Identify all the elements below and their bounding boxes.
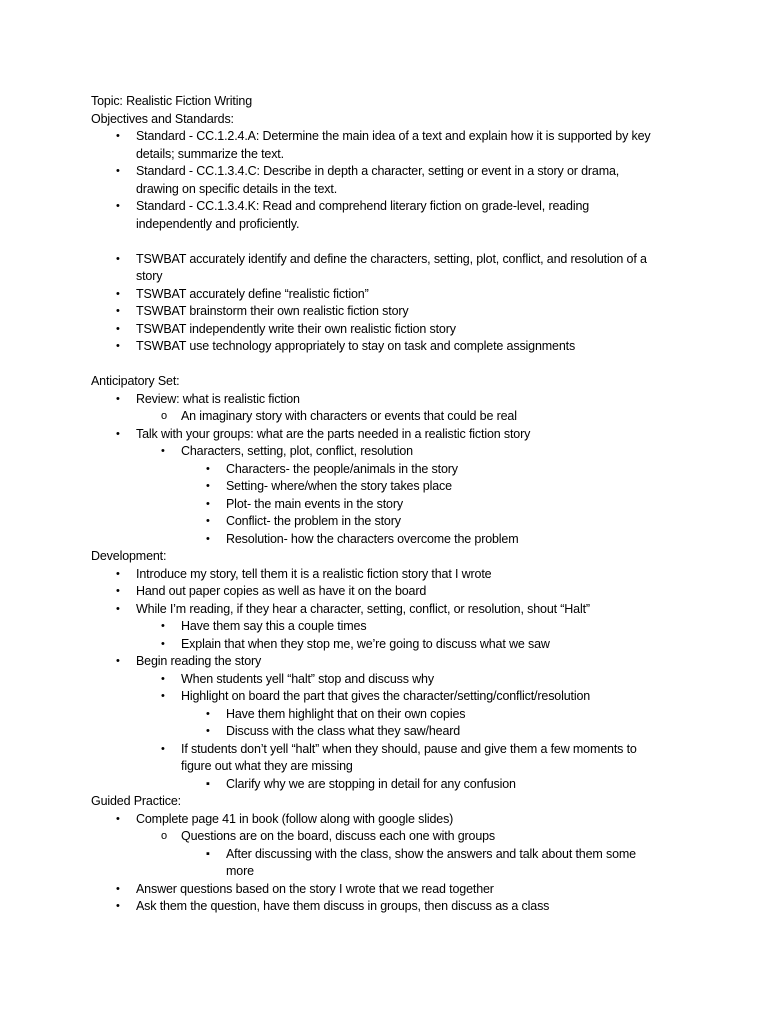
bullet-icon: • — [116, 287, 120, 300]
objective-line: TSWBAT use technology appropriately to stay on task and complete assignments — [136, 339, 576, 353]
objective-line: TSWBAT accurately define “realistic fiction” — [136, 286, 369, 301]
list-item — [91, 338, 691, 356]
list-item — [91, 583, 691, 601]
development-sub-sub-text: Discuss with the class what they saw/heard — [226, 724, 461, 738]
bullet-icon: • — [116, 165, 120, 177]
bullet-icon: • — [116, 200, 120, 212]
list-item — [91, 496, 691, 514]
bullet-icon: • — [206, 497, 210, 510]
bullet-icon: • — [161, 620, 165, 632]
development-sub-text: Have them say this a couple times — [181, 619, 367, 633]
bullet-icon: • — [161, 690, 165, 702]
list-item — [91, 478, 691, 496]
development-sub-sub-text: Have them highlight that on their own copies — [226, 706, 466, 721]
list-item — [91, 776, 691, 794]
definition-text: Resolution- how the characters overcome the problem — [226, 531, 519, 546]
bullet-icon: • — [206, 480, 210, 492]
bullet-icon: • — [161, 637, 165, 650]
list-item — [91, 741, 691, 776]
list-item — [91, 531, 691, 549]
list-item — [91, 846, 691, 881]
list-item — [91, 566, 691, 584]
bullet-icon: • — [161, 445, 165, 457]
bullet-icon: • — [206, 725, 210, 737]
blank-line — [91, 356, 691, 374]
bullet-icon: • — [206, 532, 210, 545]
circle-bullet-icon: o — [161, 830, 167, 842]
list-item — [91, 881, 691, 899]
list-item — [91, 811, 691, 829]
definition-text: Plot- the main events in the story — [226, 496, 403, 511]
bullet-icon: • — [116, 340, 120, 352]
list-item — [91, 671, 691, 689]
lesson-plan — [91, 93, 691, 916]
talk-text: Talk with your groups: what are the parts needed in a realistic fiction story — [136, 426, 531, 441]
bullet-icon: • — [116, 567, 120, 580]
list-item — [91, 828, 691, 846]
guided-text: Answer questions based on the story I wrote that we read together — [136, 881, 494, 896]
bullet-icon: • — [206, 462, 210, 475]
bullet-icon: • — [161, 672, 165, 685]
standard-line: Standard - CC.1.3.4.K: Read and comprehend literary fiction on grade-level, reading — [136, 199, 590, 213]
standard-line-continued: details; summarize the text. — [136, 146, 284, 161]
list-item — [91, 461, 691, 479]
development-text: Begin reading the story — [136, 654, 262, 668]
development-sub-text-continued: figure out what they are missing — [181, 759, 353, 773]
bullet-icon: • — [116, 305, 120, 317]
list-item — [91, 286, 691, 304]
development-text: Hand out paper copies as well as have it on the board — [136, 584, 427, 598]
development-sub-sub-text: Clarify why we are stopping in detail for any confusion — [226, 776, 516, 791]
bullet-icon: • — [116, 602, 120, 615]
bullet-icon: • — [116, 130, 120, 142]
list-item — [91, 898, 691, 916]
objective-line-continued: story — [136, 269, 163, 283]
objective-line: TSWBAT brainstorm their own realistic fiction story — [136, 304, 409, 318]
bullet-icon: • — [116, 655, 120, 667]
standard-line: Standard - CC.1.3.4.C: Describe in depth a character, setting or event in a story or drama, — [136, 164, 620, 178]
development-text: Introduce my story, tell them it is a realistic fiction story that I wrote — [136, 566, 492, 581]
development-sub-text: If students don’t yell “halt” when they should, pause and give them a few moments to — [181, 741, 637, 756]
bullet-icon: • — [206, 515, 210, 527]
guided-practice-heading: Guided Practice: — [91, 794, 182, 808]
list-item — [91, 408, 691, 426]
development-text: While I’m reading, if they hear a character, setting, conflict, or resolution, shout “Halt” — [136, 601, 590, 616]
list-item — [91, 601, 691, 619]
list-item — [91, 198, 691, 233]
list-item — [91, 321, 691, 339]
list-item — [91, 723, 691, 741]
circle-bullet-icon: o — [161, 410, 167, 422]
blank-line — [91, 233, 691, 251]
list-item — [91, 251, 691, 286]
bullet-icon: • — [116, 900, 120, 912]
guided-sub-text: Questions are on the board, discuss each one with groups — [181, 829, 496, 843]
guided-sub-sub-text: After discussing with the class, show the answers and talk about them some — [226, 846, 636, 861]
list-item — [91, 688, 691, 706]
guided-text: Complete page 41 in book (follow along with google slides) — [136, 811, 454, 826]
development-sub-text: Highlight on board the part that gives the character/setting/conflict/resolution — [181, 689, 591, 703]
objective-line: TSWBAT accurately identify and define the characters, setting, plot, conflict, and resolution of a — [136, 251, 647, 266]
definition-text: Setting- where/when the story takes place — [226, 479, 452, 493]
list-item — [91, 163, 691, 198]
definition-text: Characters- the people/animals in the story — [226, 461, 458, 476]
bullet-icon: • — [116, 392, 120, 405]
objective-line: TSWBAT independently write their own realistic fiction story — [136, 321, 456, 336]
definition-text: Conflict- the problem in the story — [226, 514, 401, 528]
parts-text: Characters, setting, plot, conflict, resolution — [181, 444, 413, 458]
list-item — [91, 391, 691, 409]
development-sub-text: Explain that when they stop me, we’re going to discuss what we saw — [181, 636, 550, 651]
square-bullet-icon: ▪ — [206, 777, 210, 790]
list-item — [91, 303, 691, 321]
square-bullet-icon: ▪ — [206, 847, 210, 860]
bullet-icon: • — [116, 585, 120, 597]
bullet-icon: • — [116, 322, 120, 335]
bullet-icon: • — [116, 882, 120, 895]
development-sub-text: When students yell “halt” stop and discuss why — [181, 671, 434, 686]
review-text: Review: what is realistic fiction — [136, 391, 300, 406]
bullet-icon: • — [116, 427, 120, 440]
review-sub-text: An imaginary story with characters or events that could be real — [181, 409, 517, 423]
objectives-heading: Objectives and Standards: — [91, 111, 234, 126]
bullet-icon: • — [116, 252, 120, 265]
list-item — [91, 443, 691, 461]
bullet-icon: • — [116, 812, 120, 825]
standard-line-continued: independently and proficiently. — [136, 216, 300, 231]
list-item — [91, 636, 691, 654]
standard-line-continued: drawing on specific details in the text. — [136, 181, 338, 196]
list-item — [91, 653, 691, 671]
guided-text: Ask them the question, have them discuss in groups, then discuss as a class — [136, 899, 550, 913]
standard-line: Standard - CC.1.2.4.A: Determine the main idea of a text and explain how it is supported by key — [136, 129, 651, 143]
bullet-icon: • — [161, 742, 165, 755]
topic-heading: Topic: Realistic Fiction Writing — [91, 94, 252, 108]
list-item — [91, 618, 691, 636]
bullet-icon: • — [206, 707, 210, 720]
list-item — [91, 706, 691, 724]
anticipatory-heading: Anticipatory Set: — [91, 374, 180, 388]
list-item — [91, 128, 691, 163]
list-item — [91, 426, 691, 444]
guided-sub-sub-text-continued: more — [226, 864, 254, 878]
development-heading: Development: — [91, 549, 167, 563]
list-item — [91, 513, 691, 531]
